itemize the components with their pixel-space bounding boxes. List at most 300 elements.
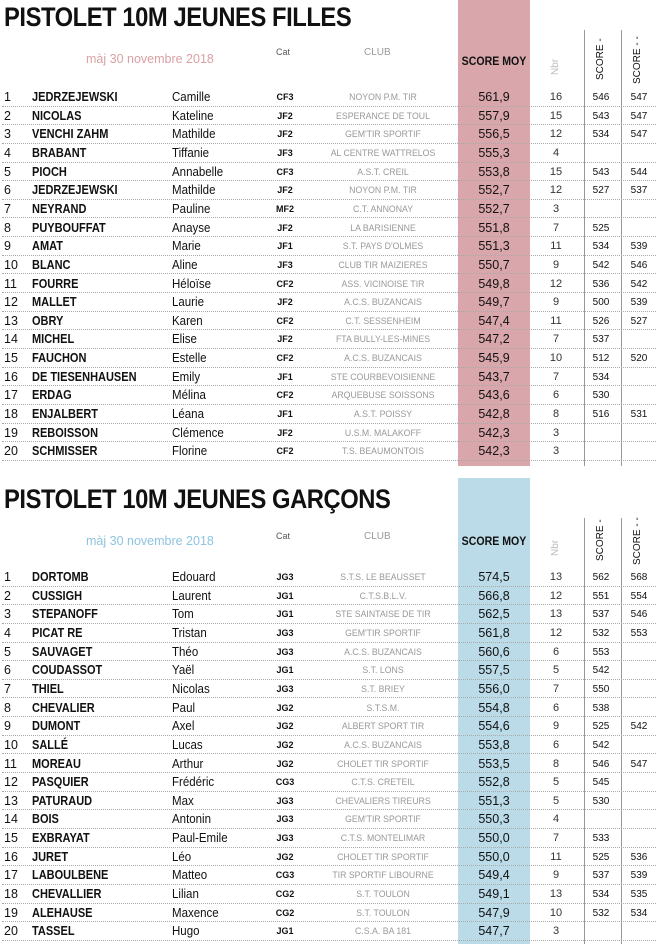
score2-cell: 546: [630, 609, 648, 621]
category-cell: JF2: [277, 110, 293, 121]
name-cell: DUMONT: [32, 719, 81, 734]
score-moy-cell: 550,0: [478, 849, 510, 864]
score-moy-cell: 550,3: [478, 812, 510, 827]
table-row: [0, 736, 660, 755]
club-cell: GEM'TIR SPORTIF: [345, 129, 421, 141]
category-cell: JG2: [276, 721, 294, 732]
club-cell: ASS. VICINOISE TIR: [341, 278, 425, 290]
score1-cell: 516: [592, 409, 610, 421]
nbr-cell: 8: [552, 408, 560, 421]
firstname-cell: Tom: [172, 607, 194, 622]
club-cell: C.T. ANNONAY: [352, 203, 414, 215]
score1-cell: 533: [592, 833, 610, 845]
table-row: [0, 349, 660, 368]
rank-cell: 12: [4, 775, 18, 790]
rank-cell: 10: [4, 737, 18, 752]
club-cell: GEM'TIR SPORTIF: [345, 627, 421, 639]
score2-cell: 537: [630, 185, 648, 197]
score1-cell: 536: [592, 278, 610, 290]
nbr-cell: 3: [552, 202, 560, 215]
score2-cell: 547: [630, 129, 648, 141]
name-cell: SCHMISSER: [32, 444, 98, 459]
firstname-cell: Elise: [172, 332, 197, 347]
nbr-cell: 7: [552, 221, 560, 234]
firstname-cell: Laurie: [172, 295, 204, 310]
rank-cell: 18: [4, 887, 18, 902]
category-cell: JF2: [277, 222, 293, 233]
nbr-cell: 8: [552, 757, 560, 770]
score-moy-cell: 562,5: [478, 607, 510, 622]
category-cell: CF3: [276, 92, 294, 102]
category-cell: JG1: [276, 665, 294, 676]
rank-cell: 7: [4, 201, 11, 216]
boys-header-cat: Cat: [276, 531, 291, 541]
rank-cell: 5: [4, 644, 11, 659]
firstname-cell: Kateline: [172, 108, 214, 123]
name-cell: ENJALBERT: [32, 407, 99, 422]
category-cell: JG2: [276, 851, 294, 862]
score2-cell: 535: [630, 889, 648, 901]
score2-cell: 547: [630, 110, 648, 122]
table-row: [0, 661, 660, 680]
table-row: [0, 442, 660, 461]
club-cell: AL CENTRE WATTRELOS: [330, 147, 436, 159]
table-row: [0, 792, 660, 811]
nbr-cell: 11: [550, 314, 562, 327]
rank-cell: 14: [4, 332, 18, 347]
name-cell: MOREAU: [32, 756, 81, 771]
nbr-cell: 9: [552, 296, 560, 309]
name-cell: BRABANT: [32, 145, 87, 160]
firstname-cell: Hugo: [172, 924, 200, 939]
name-cell: EXBRAYAT: [32, 831, 90, 846]
rank-cell: 17: [4, 868, 18, 883]
category-cell: JG1: [276, 926, 294, 937]
score1-cell: 534: [592, 889, 610, 901]
club-cell: S.T. TOULON: [356, 889, 410, 901]
score2-cell: 547: [630, 758, 648, 770]
club-cell: S.T.S.M.: [366, 702, 400, 714]
category-cell: JG3: [276, 627, 294, 638]
firstname-cell: Paul-Emile: [172, 831, 228, 846]
firstname-cell: Camille: [172, 90, 211, 104]
club-cell: CHEVALIERS TIREURS: [335, 795, 431, 807]
score1-cell: 534: [592, 241, 610, 253]
firstname-cell: Aline: [172, 257, 198, 272]
firstname-cell: Tiffanie: [172, 145, 210, 160]
category-cell: JF1: [277, 371, 293, 382]
score-moy-cell: 561,9: [478, 90, 510, 104]
club-cell: NOYON P.M. TIR: [349, 92, 417, 103]
club-cell: GEM'TIR SPORTIF: [345, 814, 421, 826]
nbr-cell: 5: [552, 776, 560, 789]
club-cell: A.C.S. BUZANCAIS: [344, 353, 422, 365]
score-moy-cell: 551,3: [478, 793, 510, 808]
rank-cell: 8: [4, 220, 11, 235]
club-cell: C.T.S. CRETEIL: [351, 777, 415, 789]
name-cell: SAUVAGET: [32, 644, 93, 659]
category-cell: CG2: [275, 907, 295, 918]
score1-cell: 525: [592, 222, 610, 234]
nbr-cell: 6: [552, 701, 560, 714]
club-cell: FTA BULLY-LES-MINES: [335, 334, 431, 346]
score1-cell: 532: [592, 627, 610, 639]
table-row: [0, 885, 660, 904]
boys-header-club: CLUB: [364, 531, 391, 542]
rank-cell: 10: [4, 257, 18, 272]
table-row: [0, 755, 660, 774]
table-row: [0, 624, 660, 643]
table-row: [0, 717, 660, 736]
score-moy-cell: 556,0: [478, 681, 510, 696]
nbr-cell: 4: [552, 813, 560, 826]
category-cell: JF2: [277, 129, 293, 140]
club-cell: STE SAINTAISE DE TIR: [335, 609, 431, 621]
score1-cell: 546: [592, 92, 610, 103]
name-cell: BLANC: [32, 257, 71, 272]
firstname-cell: Arthur: [172, 756, 204, 771]
name-cell: CHEVALLIER: [32, 887, 102, 902]
rank-cell: 3: [4, 127, 11, 142]
rank-cell: 18: [4, 407, 18, 422]
score2-cell: 544: [630, 166, 648, 178]
score-moy-cell: 547,4: [478, 313, 510, 328]
category-cell: CF2: [276, 278, 294, 289]
score1-cell: 543: [592, 166, 610, 178]
rank-cell: 13: [4, 793, 18, 808]
club-cell: C.T.S.B.L.V.: [359, 590, 407, 602]
nbr-cell: 7: [552, 333, 560, 346]
table-row: [0, 866, 660, 885]
nbr-cell: 3: [552, 445, 560, 458]
category-cell: JG3: [276, 646, 294, 657]
firstname-cell: Frédéric: [172, 775, 215, 790]
nbr-cell: 5: [552, 794, 560, 807]
name-cell: NICOLAS: [32, 108, 82, 123]
name-cell: FAUCHON: [32, 351, 87, 366]
club-cell: C.T. SESSENHEIM: [345, 315, 421, 327]
table-row: [0, 330, 660, 349]
club-cell: U.S.M. MALAKOFF: [344, 427, 422, 439]
girls-header-nbr: Nbr: [550, 58, 561, 75]
firstname-cell: Florine: [172, 444, 208, 459]
score1-cell: 525: [592, 851, 610, 863]
name-cell: DORTOMB: [32, 570, 89, 584]
name-cell: ALEHAUSE: [32, 905, 93, 920]
table-row: [0, 368, 660, 387]
category-cell: CF2: [276, 315, 294, 326]
club-cell: CLUB TIR MAIZIERES: [338, 259, 428, 271]
table-row: [0, 256, 660, 275]
score-moy-cell: 549,8: [478, 276, 510, 291]
score1-cell: 530: [592, 390, 610, 402]
score-moy-cell: 547,7: [478, 924, 510, 939]
name-cell: PATURAUD: [32, 793, 93, 808]
score-moy-cell: 550,7: [478, 257, 510, 272]
nbr-cell: 11: [550, 850, 562, 863]
score1-cell: 562: [592, 572, 610, 583]
table-row: [0, 848, 660, 867]
club-cell: ESPERANCE DE TOUL: [336, 110, 430, 122]
score-moy-cell: 554,8: [478, 700, 510, 715]
score2-cell: 554: [630, 590, 648, 602]
rank-cell: 4: [4, 145, 11, 160]
firstname-cell: Anayse: [172, 220, 211, 235]
table-row: [0, 275, 660, 294]
score1-cell: 537: [592, 609, 610, 621]
score2-cell: 520: [630, 353, 648, 365]
score1-cell: 543: [592, 110, 610, 122]
category-cell: JG2: [276, 739, 294, 750]
score-moy-cell: 552,7: [478, 183, 510, 198]
table-row: [0, 200, 660, 219]
club-cell: C.S.A. BA 181: [355, 926, 411, 938]
score-moy-cell: 574,5: [478, 570, 510, 584]
firstname-cell: Lilian: [172, 887, 199, 902]
rank-cell: 7: [4, 681, 11, 696]
club-cell: NOYON P.M. TIR: [349, 185, 417, 197]
score1-cell: 534: [592, 371, 610, 383]
firstname-cell: Max: [172, 793, 194, 808]
rank-cell: 16: [4, 369, 18, 384]
score1-cell: 542: [592, 665, 610, 677]
girls-header-club: CLUB: [364, 47, 391, 58]
score-moy-cell: 549,4: [478, 868, 510, 883]
score2-cell: 527: [630, 315, 648, 327]
score1-cell: 525: [592, 721, 610, 733]
nbr-cell: 6: [552, 738, 560, 751]
score1-cell: 546: [592, 758, 610, 770]
girls-title: PISTOLET 10M JEUNES FILLES: [4, 2, 352, 32]
nbr-cell: 13: [549, 571, 563, 583]
club-cell: C.T.S. MONTELIMAR: [340, 833, 426, 845]
category-cell: CG2: [275, 889, 295, 900]
firstname-cell: Matteo: [172, 868, 208, 883]
girls-header-cat: Cat: [276, 47, 291, 57]
score-moy-cell: 553,8: [478, 164, 510, 179]
score1-cell: 538: [592, 702, 610, 714]
category-cell: JG3: [276, 683, 294, 694]
nbr-cell: 9: [552, 869, 560, 882]
name-cell: PUYBOUFFAT: [32, 220, 106, 235]
score1-cell: 545: [592, 777, 610, 789]
rank-cell: 5: [4, 164, 11, 179]
firstname-cell: Edouard: [172, 570, 216, 584]
firstname-cell: Clémence: [172, 425, 224, 440]
score2-cell: 542: [630, 721, 648, 733]
score-moy-cell: 542,3: [478, 425, 510, 440]
club-cell: ALBERT SPORT TIR: [341, 721, 425, 733]
category-cell: JF2: [277, 427, 293, 438]
category-cell: JG2: [276, 758, 294, 769]
name-cell: MALLET: [32, 295, 77, 310]
name-cell: STEPANOFF: [32, 607, 98, 622]
firstname-cell: Mathilde: [172, 127, 216, 142]
score-moy-cell: 543,6: [478, 388, 510, 403]
club-cell: A.C.S. BUZANCAIS: [344, 739, 422, 751]
rank-cell: 17: [4, 388, 18, 403]
score-moy-cell: 566,8: [478, 588, 510, 603]
nbr-cell: 16: [549, 91, 563, 103]
nbr-cell: 7: [552, 370, 560, 383]
name-cell: TASSEL: [32, 924, 75, 939]
score-moy-cell: 542,3: [478, 444, 510, 459]
club-cell: TIR SPORTIF LIBOURNE: [332, 870, 434, 882]
rank-cell: 12: [4, 295, 18, 310]
firstname-cell: Lucas: [172, 737, 203, 752]
score2-cell: 553: [630, 627, 648, 639]
firstname-cell: Héloïse: [172, 276, 211, 291]
rank-cell: 1: [4, 570, 11, 584]
firstname-cell: Paul: [172, 700, 196, 715]
nbr-cell: 9: [552, 258, 560, 271]
name-cell: AMAT: [32, 239, 63, 254]
club-cell: STE COURBEVOISIENNE: [330, 371, 436, 383]
firstname-cell: Mélina: [172, 388, 206, 403]
category-cell: JG1: [276, 609, 294, 620]
category-cell: CF2: [276, 446, 294, 457]
table-row: [0, 219, 660, 238]
name-cell: JEDRZEJEWSKI: [32, 90, 118, 104]
table-row: [0, 125, 660, 144]
category-cell: JF2: [277, 334, 293, 345]
score-moy-cell: 552,8: [478, 775, 510, 790]
category-cell: CF3: [276, 166, 294, 177]
firstname-cell: Axel: [172, 719, 195, 734]
table-row: [0, 107, 660, 126]
category-cell: JF3: [277, 147, 293, 158]
rank-cell: 13: [4, 313, 18, 328]
score-moy-cell: 553,8: [478, 737, 510, 752]
nbr-cell: 15: [549, 109, 563, 122]
score-moy-cell: 561,8: [478, 625, 510, 640]
name-cell: JURET: [32, 849, 69, 864]
firstname-cell: Laurent: [172, 588, 212, 603]
rank-cell: 4: [4, 625, 11, 640]
rank-cell: 2: [4, 108, 11, 123]
boys-header-score1: SCORE -: [595, 519, 606, 561]
rank-cell: 19: [4, 425, 18, 440]
score1-cell: 542: [592, 259, 610, 271]
score-moy-cell: 557,5: [478, 663, 510, 678]
score-moy-cell: 545,9: [478, 351, 510, 366]
score2-cell: 539: [630, 241, 648, 253]
boys-header-score2: SCORE - -: [632, 517, 643, 565]
score1-cell: 526: [592, 315, 610, 327]
score-moy-cell: 542,8: [478, 407, 510, 422]
score2-cell: 539: [630, 297, 648, 309]
firstname-cell: Nicolas: [172, 681, 210, 696]
score1-cell: 500: [592, 297, 610, 309]
name-cell: NEYRAND: [32, 201, 87, 216]
score1-cell: 537: [592, 334, 610, 346]
score1-cell: 542: [592, 739, 610, 751]
table-row: [0, 829, 660, 848]
table-row: [0, 680, 660, 699]
club-cell: S.T. TOULON: [356, 907, 410, 919]
nbr-cell: 13: [549, 608, 563, 621]
name-cell: PASQUIER: [32, 775, 89, 790]
category-cell: JF1: [277, 409, 293, 420]
category-cell: JF2: [277, 185, 293, 196]
score-moy-cell: 554,6: [478, 719, 510, 734]
score-moy-cell: 557,9: [478, 108, 510, 123]
table-row: [0, 163, 660, 182]
table-row: [0, 699, 660, 718]
score-moy-cell: 552,7: [478, 201, 510, 216]
score-moy-cell: 547,9: [478, 905, 510, 920]
nbr-cell: 15: [549, 165, 563, 178]
category-cell: JG1: [276, 590, 294, 601]
firstname-cell: Marie: [172, 239, 201, 254]
nbr-cell: 5: [552, 664, 560, 677]
name-cell: FOURRE: [32, 276, 79, 291]
rank-cell: 16: [4, 849, 18, 864]
boys-title: PISTOLET 10M JEUNES GARÇONS: [4, 484, 391, 514]
table-row: [0, 587, 660, 606]
table-row: [0, 386, 660, 405]
club-cell: S.T.S. LE BEAUSSET: [340, 572, 426, 583]
firstname-cell: Estelle: [172, 351, 207, 366]
club-cell: A.C.S. BUZANCAIS: [344, 297, 422, 309]
firstname-cell: Annabelle: [172, 164, 224, 179]
firstname-cell: Mathilde: [172, 183, 216, 198]
score-moy-cell: 543,7: [478, 369, 510, 384]
score-moy-cell: 553,5: [478, 756, 510, 771]
score2-cell: 531: [630, 409, 648, 421]
table-row: [0, 144, 660, 163]
score-moy-cell: 551,3: [478, 239, 510, 254]
table-row: [0, 424, 660, 443]
name-cell: LABOULBENE: [32, 868, 109, 883]
score-moy-cell: 556,5: [478, 127, 510, 142]
club-cell: S.T. LONS: [362, 665, 404, 677]
category-cell: JF1: [277, 241, 293, 252]
table-row: [0, 88, 660, 107]
table-row: [0, 922, 660, 941]
table-row: [0, 810, 660, 829]
boys-section: [0, 478, 660, 944]
name-cell: VENCHI ZAHM: [32, 127, 109, 142]
score1-cell: 537: [592, 870, 610, 882]
club-cell: A.S.T. CREIL: [357, 166, 409, 178]
girls-header-score1: SCORE -: [595, 38, 606, 80]
table-row: [0, 773, 660, 792]
rank-cell: 6: [4, 663, 11, 678]
rank-cell: 6: [4, 183, 11, 198]
nbr-cell: 11: [550, 240, 562, 253]
boys-header-score-moy: SCORE MOY: [461, 536, 527, 548]
category-cell: CG3: [275, 777, 295, 788]
name-cell: ERDAG: [32, 388, 72, 403]
club-cell: ARQUEBUSE SOISSONS: [331, 390, 435, 402]
name-cell: SALLÉ: [32, 737, 69, 752]
girls-date: màj 30 novembre 2018: [86, 52, 214, 66]
score1-cell: 553: [592, 646, 610, 658]
score1-cell: 534: [592, 129, 610, 141]
table-row: [0, 405, 660, 424]
name-cell: PIOCH: [32, 164, 67, 179]
name-cell: CHEVALIER: [32, 700, 95, 715]
score-moy-cell: 555,3: [478, 145, 510, 160]
rank-cell: 9: [4, 719, 11, 734]
rank-cell: 19: [4, 905, 18, 920]
firstname-cell: Théo: [172, 644, 199, 659]
score2-cell: 534: [630, 907, 648, 919]
table-row: [0, 904, 660, 923]
nbr-cell: 4: [552, 146, 560, 159]
category-cell: JG2: [276, 702, 294, 713]
